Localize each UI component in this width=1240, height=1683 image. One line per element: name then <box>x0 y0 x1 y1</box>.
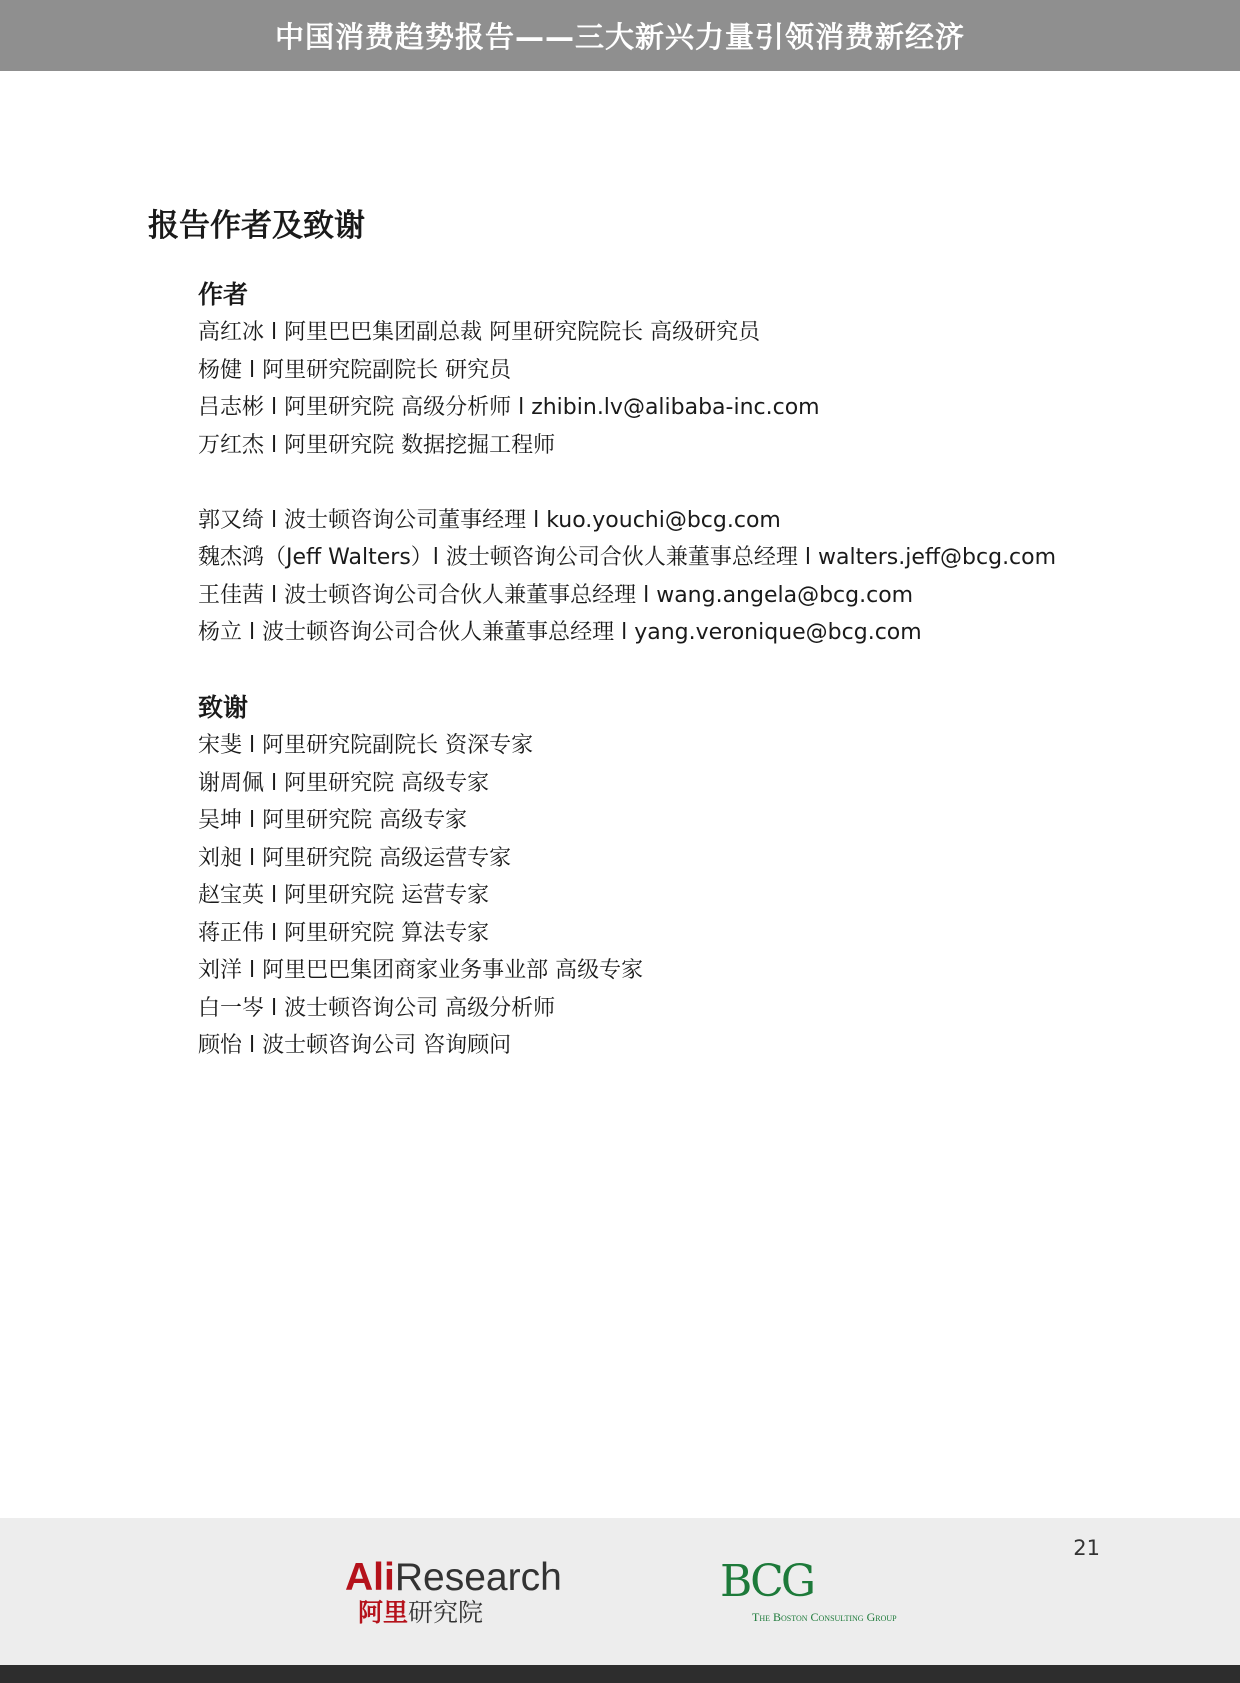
aliresearch-logo <box>345 1558 585 1638</box>
authors-heading: 作者 <box>198 280 249 309</box>
aliresearch-logo-wordmark <box>345 1558 585 1598</box>
thanks-line: 蒋正伟 l 阿里研究院 算法专家 <box>198 920 490 946</box>
header-bar <box>0 0 1240 71</box>
footer-dark-strip <box>0 1665 1240 1683</box>
author-line: 王佳茜 l 波士顿咨询公司合伙人兼董事总经理 l wang.angela@bcg.com <box>198 582 914 608</box>
thanks-heading: 致谢 <box>198 693 249 722</box>
bcg-logo-mark: BCG <box>720 1556 813 1607</box>
thanks-line: 刘昶 l 阿里研究院 高级运营专家 <box>198 845 512 871</box>
ali-logo-cn-gray: 研究院 <box>408 1598 484 1627</box>
authors-section <box>198 276 1056 652</box>
author-line: 杨健 l 阿里研究院副院长 研究员 <box>198 357 512 383</box>
thanks-section <box>198 689 643 1065</box>
page-title: 报告作者及致谢 <box>148 208 365 244</box>
ali-logo-gray: Research <box>394 1556 562 1599</box>
thanks-line: 刘洋 l 阿里巴巴集团商家业务事业部 高级专家 <box>198 958 644 983</box>
bcg-logo-subtitle: The Boston Consulting Group <box>752 1610 897 1624</box>
ali-logo-red: Ali <box>345 1556 395 1599</box>
thanks-line: 赵宝英 l 阿里研究院 运营专家 <box>198 883 490 908</box>
thanks-line: 顾怡 l 波士顿咨询公司 咨询顾问 <box>198 1033 512 1058</box>
footer <box>0 1518 1240 1665</box>
page-number: 21 <box>1073 1536 1100 1560</box>
author-line: 高红冰 l 阿里巴巴集团副总裁 阿里研究院院长 高级研究员 <box>198 320 761 345</box>
thanks-line: 吴坤 l 阿里研究院 高级专家 <box>198 808 468 833</box>
author-line: 魏杰鸿（Jeff Walters）l 波士顿咨询公司合伙人兼董事总经理 l walters.jeff@bcg.com <box>198 545 1057 570</box>
ali-logo-cn-red: 阿里 <box>358 1598 409 1627</box>
spacer <box>198 464 1056 502</box>
author-line: 吕志彬 l 阿里研究院 高级分析师 l zhibin.lv@alibaba-inc.com <box>198 395 820 420</box>
author-line: 郭又绮 l 波士顿咨询公司董事经理 l kuo.youchi@bcg.com <box>198 507 781 533</box>
aliresearch-logo-cn <box>358 1598 585 1628</box>
bcg-logo <box>720 1558 940 1638</box>
thanks-line: 白一岑 l 波士顿咨询公司 高级分析师 <box>198 995 556 1021</box>
thanks-line: 谢周佩 l 阿里研究院 高级专家 <box>198 770 490 796</box>
header-title: 中国消费趋势报告——三大新兴力量引领消费新经济 <box>274 20 965 54</box>
thanks-line: 宋斐 l 阿里研究院副院长 资深专家 <box>198 733 534 758</box>
author-line: 杨立 l 波士顿咨询公司合伙人兼董事总经理 l yang.veronique@bcg.com <box>198 620 922 645</box>
author-line: 万红杰 l 阿里研究院 数据挖掘工程师 <box>198 432 556 458</box>
